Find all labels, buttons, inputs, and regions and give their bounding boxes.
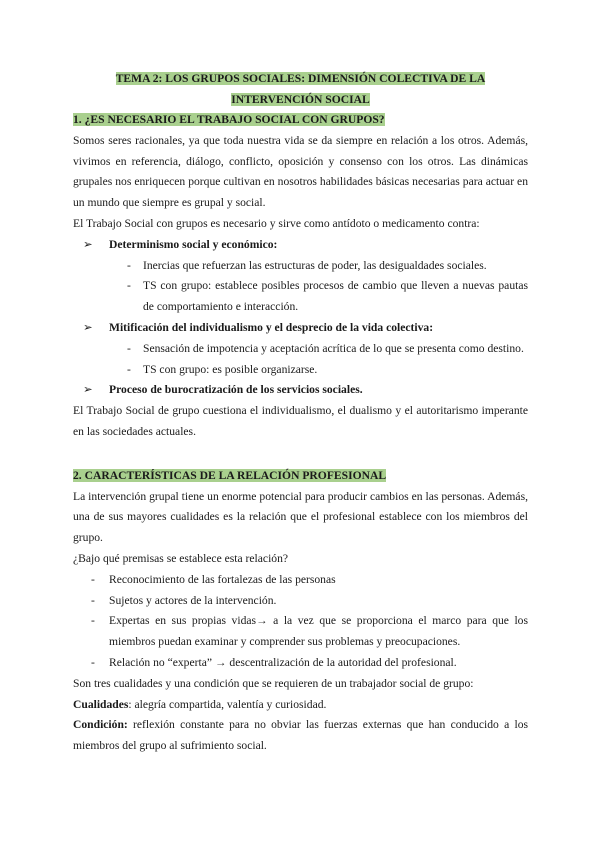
sub-item: - TS con grupo: es posible organizarse.	[73, 360, 528, 381]
section-2-heading: 2. CARACTERÍSTICAS DE LA RELACIÓN PROFESIONAL	[73, 468, 387, 482]
sub-item: - Sensación de impotencia y aceptación acrítica de lo que se presenta como destino.	[73, 339, 528, 360]
section-2-question: ¿Bajo qué premisas se establece esta relación?	[73, 551, 289, 565]
qualities-line: Cualidades: alegría compartida, valentía y curiosidad.	[73, 697, 327, 711]
document-content	[73, 69, 528, 757]
condition-line: Condición: reflexión constante para no obviar las fuerzas externas que han conducido a los miembros del grupo al sufrimiento social.	[73, 718, 528, 753]
dash-bullet: -	[127, 258, 131, 272]
section-2-paragraph-3: Son tres cualidades y una condición que se requieren de un trabajador social de grupo:	[73, 676, 474, 690]
section-1-paragraph-3: El Trabajo Social de grupo cuestiona el individualismo, el dualismo y el autoritarismo imperante en las sociedades actuales.	[73, 404, 528, 438]
section-1-paragraph-2: El Trabajo Social con grupos es necesario y sirve como antídoto o medicamento contra:	[73, 216, 480, 230]
premise-list-item: - Reconocimiento de las fortalezas de las personas	[73, 570, 528, 591]
sub-item: - Inercias que refuerzan las estructuras de poder, las desigualdades sociales.	[73, 256, 528, 277]
arrow-item-determinismo: ➢ Determinismo social y económico:	[73, 235, 528, 256]
dash-bullet: -	[127, 362, 131, 376]
arrow-bullet-icon: ➢	[83, 237, 93, 251]
arrow-item-burocratizacion: ➢ Proceso de burocratización de los servicios sociales.	[73, 380, 528, 401]
arrow-item-mitificacion: ➢ Mitificación del individualismo y el desprecio de la vida colectiva:	[73, 318, 528, 339]
premise-list-item: - Relación no “experta” → descentralización de la autoridad del profesional.	[73, 653, 528, 674]
section-2-paragraph-1: La intervención grupal tiene un enorme potencial para producir cambios en las personas. Además, una de sus mayores cualidades es la relación que el profesional establece con los miembros del grupo.	[73, 489, 528, 545]
premise-list-item: - Sujetos y actores de la intervención.	[73, 591, 528, 612]
dash-bullet: -	[127, 341, 131, 355]
section-gap	[73, 443, 528, 466]
dash-bullet: -	[91, 593, 95, 607]
arrow-bullet-icon: ➢	[83, 383, 93, 397]
dash-bullet: -	[91, 655, 95, 669]
section-1-paragraph-1: Somos seres racionales, ya que toda nuestra vida se da siempre en relación a los otros. Además, vivimos en referencia, diálogo, conflicto, oposición y consenso con los otros. Las dinámicas grupales nos enriquecen porque cultivan en nosotros habilidades básicas necesarias para actuar en un mundo que siempre es grupal y social.	[73, 133, 528, 210]
condition-label: Condición:	[73, 718, 128, 732]
dash-bullet: -	[91, 572, 95, 586]
section-1-heading: 1. ¿ES NECESARIO EL TRABAJO SOCIAL CON GRUPOS?	[73, 113, 385, 126]
document-title	[73, 69, 528, 110]
arrow-bullet-icon: ➢	[83, 320, 93, 334]
dash-bullet: -	[127, 279, 131, 293]
dash-bullet: -	[91, 614, 95, 628]
title-line-1: TEMA 2: LOS GRUPOS SOCIALES: DIMENSIÓN COLECTIVA DE LA	[115, 72, 486, 85]
qualities-label: Cualidades	[73, 697, 129, 711]
title-line-2: INTERVENCIÓN SOCIAL	[231, 92, 370, 106]
premise-list-item: - Expertas en sus propias vidas→ a la vez que se proporciona el marco para que los miembros puedan examinar y comprender sus problemas y preocupaciones.	[73, 611, 528, 653]
sub-item: - TS con grupo: establece posibles procesos de cambio que lleven a nuevas pautas de comportamiento e interacción.	[73, 276, 528, 318]
